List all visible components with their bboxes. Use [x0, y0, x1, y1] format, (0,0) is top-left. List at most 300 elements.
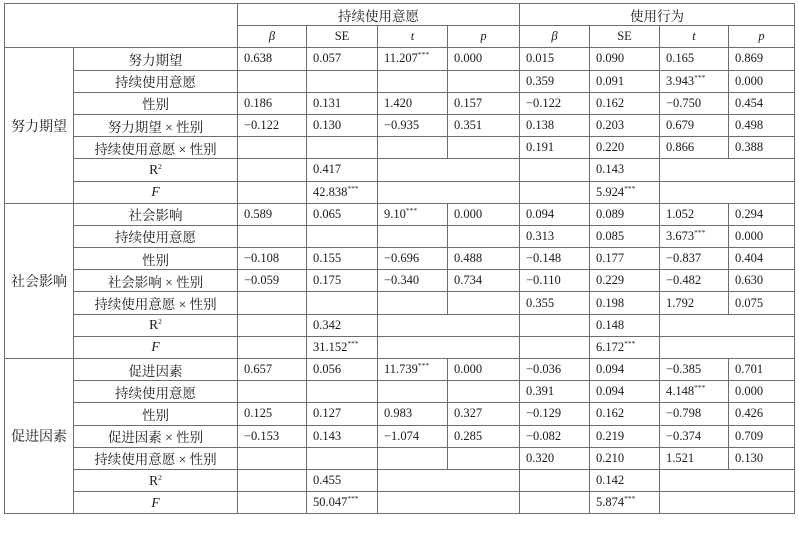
significance-stars: *** — [417, 361, 430, 371]
stat-value: 0.589 — [244, 206, 273, 221]
stat-value: 0.657 — [244, 362, 273, 377]
variable-label: 性别 — [74, 92, 238, 114]
stat-cell — [660, 381, 729, 403]
stat-value: 0.359 — [526, 73, 555, 88]
table-row — [5, 48, 795, 70]
stat-cell — [520, 48, 590, 70]
r-squared-symbol: R — [149, 161, 159, 177]
f-statistic-label: F — [74, 181, 238, 203]
stat-cell — [590, 270, 660, 292]
stat-cell — [448, 225, 520, 247]
stat-cell — [378, 70, 448, 92]
stat-cell — [590, 403, 660, 425]
variable-label: 持续使用意愿 — [74, 70, 238, 92]
stat-cell — [448, 137, 520, 159]
stat-cell — [238, 225, 307, 247]
stat-cell — [520, 447, 590, 469]
stat-value: −0.153 — [244, 428, 280, 443]
stat-value: 0.229 — [596, 273, 625, 288]
f-statistic-value — [590, 492, 660, 514]
stat-cell — [660, 425, 729, 447]
table-row — [5, 403, 795, 425]
f-value: 42.838 — [313, 184, 348, 199]
r-squared-value: 0.455 — [307, 469, 378, 491]
stat-cell — [307, 114, 378, 136]
stat-cell — [307, 359, 378, 381]
stat-value: 1.420 — [384, 95, 413, 110]
variable-label: 持续使用意愿 × 性别 — [74, 292, 238, 314]
empty-cell — [520, 492, 590, 514]
stat-value: 0.000 — [454, 51, 483, 66]
stat-cell — [307, 403, 378, 425]
stat-value: 0.355 — [526, 295, 555, 310]
stat-cell — [729, 270, 795, 292]
stat-cell — [307, 248, 378, 270]
r-squared-value: 0.148 — [590, 314, 660, 336]
table-row — [5, 92, 795, 114]
variable-label: 持续使用意愿 — [74, 381, 238, 403]
variable-label: 性别 — [74, 403, 238, 425]
stat-value: 1.792 — [666, 295, 695, 310]
col-header-se: SE — [590, 26, 660, 48]
empty-cell — [378, 314, 520, 336]
stat-cell — [660, 70, 729, 92]
stat-cell — [590, 381, 660, 403]
group-label: 促进因素 — [5, 359, 74, 514]
stat-value: 0.000 — [735, 73, 764, 88]
table-row — [5, 225, 795, 247]
col-header-beta: β — [520, 26, 590, 48]
r-squared-value: 0.143 — [590, 159, 660, 181]
r-squared-label — [74, 159, 238, 181]
empty-cell — [378, 469, 520, 491]
stat-value: −0.837 — [666, 251, 702, 266]
f-value: 6.172 — [596, 339, 625, 354]
stat-cell — [448, 114, 520, 136]
stat-value: −0.340 — [384, 273, 420, 288]
stat-value: 0.165 — [666, 51, 695, 66]
f-statistic-value — [590, 336, 660, 358]
stat-cell — [660, 359, 729, 381]
stat-value: −0.374 — [666, 428, 702, 443]
f-statistic-value — [307, 336, 378, 358]
stat-value: 0.138 — [526, 118, 555, 133]
stat-cell — [448, 92, 520, 114]
stat-value: 0.638 — [244, 51, 273, 66]
table-row — [5, 248, 795, 270]
stat-cell — [307, 270, 378, 292]
stat-cell — [378, 48, 448, 70]
stat-cell — [729, 292, 795, 314]
stat-value: 0.065 — [313, 206, 342, 221]
col-header-se: SE — [307, 26, 378, 48]
stat-cell — [590, 203, 660, 225]
empty-cell — [660, 159, 795, 181]
stat-cell — [660, 248, 729, 270]
significance-stars: *** — [347, 494, 359, 504]
stat-value: 1.521 — [666, 450, 695, 465]
stat-value: 0.175 — [313, 273, 342, 288]
stat-cell — [520, 270, 590, 292]
group-label: 努力期望 — [5, 48, 74, 203]
stat-cell — [520, 114, 590, 136]
stat-cell — [238, 381, 307, 403]
table-row — [5, 137, 795, 159]
stat-cell — [729, 70, 795, 92]
stat-value: 0.075 — [735, 295, 764, 310]
variable-label: 持续使用意愿 — [74, 225, 238, 247]
stat-cell — [660, 225, 729, 247]
empty-cell — [378, 492, 520, 514]
stat-value: 0.220 — [596, 140, 625, 155]
f-value: 31.152 — [313, 339, 348, 354]
variable-label: 持续使用意愿 × 性别 — [74, 447, 238, 469]
stat-cell — [520, 225, 590, 247]
r-squared-value: 0.142 — [590, 469, 660, 491]
stat-value: −0.108 — [244, 251, 280, 266]
stat-value: −0.129 — [526, 406, 562, 421]
empty-cell — [660, 469, 795, 491]
stat-cell — [378, 425, 448, 447]
f-statistic-row — [5, 181, 795, 203]
stat-cell — [520, 292, 590, 314]
stat-value: 0.294 — [735, 206, 764, 221]
significance-stars: *** — [405, 205, 418, 215]
significance-stars: *** — [694, 383, 706, 393]
stat-cell — [307, 137, 378, 159]
significance-stars: *** — [624, 338, 636, 348]
stat-value: −0.082 — [526, 428, 562, 443]
stat-cell — [729, 359, 795, 381]
stat-value: 0.157 — [454, 95, 483, 110]
stat-cell — [660, 447, 729, 469]
group-label: 社会影响 — [5, 203, 74, 358]
stat-cell — [520, 425, 590, 447]
stat-cell — [238, 292, 307, 314]
stat-cell — [448, 292, 520, 314]
stat-value: −0.036 — [526, 362, 562, 377]
stat-cell — [590, 48, 660, 70]
empty-cell — [520, 159, 590, 181]
stat-value: 0.488 — [454, 251, 483, 266]
significance-stars: *** — [347, 338, 359, 348]
empty-cell — [660, 181, 795, 203]
stat-cell — [590, 292, 660, 314]
stat-cell — [590, 248, 660, 270]
stat-cell — [729, 92, 795, 114]
stat-cell — [729, 137, 795, 159]
r-squared-superscript: 2 — [158, 472, 162, 482]
stat-cell — [307, 292, 378, 314]
stat-value: 0.454 — [735, 95, 764, 110]
stat-value: 0.404 — [735, 251, 764, 266]
r-squared-row — [5, 314, 795, 336]
stat-cell — [307, 48, 378, 70]
stat-value: 0.869 — [735, 51, 764, 66]
stat-value: 0.391 — [526, 384, 555, 399]
variable-label: 促进因素 × 性别 — [74, 425, 238, 447]
col-header-p: p — [729, 26, 795, 48]
empty-cell — [378, 159, 520, 181]
col-header-p: p — [448, 26, 520, 48]
variable-label: 促进因素 — [74, 359, 238, 381]
r-squared-label — [74, 469, 238, 491]
variable-label: 努力期望 — [74, 48, 238, 70]
stat-cell — [448, 48, 520, 70]
stat-value: 0.219 — [596, 428, 625, 443]
stat-cell — [238, 359, 307, 381]
stat-cell — [729, 48, 795, 70]
stat-value: 0.186 — [244, 95, 273, 110]
stat-value: −0.750 — [666, 95, 702, 110]
group-header-continuance-intention: 持续使用意愿 — [238, 4, 520, 26]
stat-value: −1.074 — [384, 428, 420, 443]
stat-value: 0.327 — [454, 406, 483, 421]
stat-value: 0.130 — [735, 450, 764, 465]
empty-cell — [660, 492, 795, 514]
empty-cell — [520, 181, 590, 203]
stat-value: 0.426 — [735, 406, 764, 421]
stat-value: 0.198 — [596, 295, 625, 310]
empty-cell — [238, 336, 307, 358]
empty-cell — [238, 159, 307, 181]
stat-value: 0.015 — [526, 51, 555, 66]
stat-value: 0.162 — [596, 95, 625, 110]
stat-value: −0.385 — [666, 362, 702, 377]
stat-value: 0.734 — [454, 273, 483, 288]
stat-cell — [378, 92, 448, 114]
stat-value: 0.701 — [735, 362, 764, 377]
stat-value: 11.207 — [384, 51, 418, 66]
stat-cell — [378, 137, 448, 159]
empty-cell — [238, 181, 307, 203]
empty-cell — [520, 469, 590, 491]
stat-value: 0.131 — [313, 95, 342, 110]
stat-cell — [660, 48, 729, 70]
stat-value: 0.089 — [596, 206, 625, 221]
stat-cell — [378, 114, 448, 136]
r-squared-label — [74, 314, 238, 336]
table-row — [5, 381, 795, 403]
stat-cell — [378, 381, 448, 403]
stat-cell — [238, 203, 307, 225]
significance-stars: *** — [624, 183, 636, 193]
stat-value: 0.057 — [313, 51, 342, 66]
stat-cell — [448, 203, 520, 225]
stat-cell — [238, 447, 307, 469]
stat-value: 0.056 — [313, 362, 342, 377]
stat-cell — [520, 70, 590, 92]
table-row — [5, 292, 795, 314]
stat-cell — [238, 114, 307, 136]
stat-cell — [238, 248, 307, 270]
stat-cell — [378, 403, 448, 425]
stat-cell — [590, 92, 660, 114]
col-header-t: t — [378, 26, 448, 48]
stat-cell — [660, 270, 729, 292]
stat-cell — [729, 447, 795, 469]
table-row — [5, 270, 795, 292]
stat-cell — [448, 425, 520, 447]
stat-value: 3.673 — [666, 228, 695, 243]
stat-cell — [307, 381, 378, 403]
stat-value: 0.127 — [313, 406, 342, 421]
stat-cell — [378, 203, 448, 225]
stat-cell — [378, 270, 448, 292]
stat-cell — [660, 292, 729, 314]
stat-cell — [590, 137, 660, 159]
stat-cell — [448, 248, 520, 270]
stat-cell — [590, 70, 660, 92]
stat-cell — [307, 447, 378, 469]
stat-cell — [238, 48, 307, 70]
variable-label: 持续使用意愿 × 性别 — [74, 137, 238, 159]
stat-value: 9.10 — [384, 206, 406, 221]
empty-cell — [238, 314, 307, 336]
stat-value: 0.351 — [454, 118, 483, 133]
f-statistic-value — [590, 181, 660, 203]
table-row — [5, 447, 795, 469]
stat-cell — [448, 447, 520, 469]
table-row — [5, 425, 795, 447]
empty-cell — [378, 181, 520, 203]
stat-cell — [307, 70, 378, 92]
stat-value: 0.094 — [596, 384, 625, 399]
stat-value: 0.177 — [596, 251, 625, 266]
stat-cell — [729, 381, 795, 403]
stat-value: 0.983 — [384, 406, 413, 421]
r-squared-value: 0.342 — [307, 314, 378, 336]
stat-value: −0.482 — [666, 273, 702, 288]
significance-stars: *** — [694, 227, 706, 237]
significance-stars: *** — [624, 494, 636, 504]
stat-value: 0.162 — [596, 406, 625, 421]
variable-label: 努力期望 × 性别 — [74, 114, 238, 136]
r-squared-superscript: 2 — [158, 317, 162, 327]
stat-cell — [729, 248, 795, 270]
stat-value: −0.110 — [526, 273, 561, 288]
stat-cell — [590, 359, 660, 381]
r-squared-symbol: R — [149, 317, 159, 333]
stat-cell — [590, 114, 660, 136]
stat-value: 0.191 — [526, 140, 555, 155]
empty-cell — [520, 314, 590, 336]
f-statistic-value — [307, 492, 378, 514]
stat-cell — [729, 403, 795, 425]
f-statistic-value — [307, 181, 378, 203]
stat-cell — [520, 359, 590, 381]
stat-value: −0.798 — [666, 406, 702, 421]
stat-cell — [520, 381, 590, 403]
stat-value: 0.388 — [735, 140, 764, 155]
stat-value: 0.000 — [454, 362, 483, 377]
r-squared-symbol: R — [149, 472, 159, 488]
empty-cell — [660, 314, 795, 336]
f-statistic-label: F — [74, 492, 238, 514]
r-squared-superscript: 2 — [158, 161, 162, 171]
stat-value: 0.000 — [735, 384, 764, 399]
significance-stars: *** — [347, 183, 359, 193]
stat-value: 1.052 — [666, 206, 695, 221]
stat-cell — [307, 225, 378, 247]
stat-value: 0.313 — [526, 228, 555, 243]
stat-cell — [448, 359, 520, 381]
stat-value: −0.935 — [384, 118, 420, 133]
stat-cell — [520, 403, 590, 425]
stat-cell — [307, 203, 378, 225]
stat-value: 0.094 — [526, 206, 555, 221]
stat-value: 0.000 — [735, 228, 764, 243]
stat-value: −0.059 — [244, 273, 280, 288]
stat-value: 0.085 — [596, 228, 625, 243]
stat-value: 0.090 — [596, 51, 625, 66]
variable-label: 社会影响 — [74, 203, 238, 225]
stat-cell — [660, 203, 729, 225]
stat-value: 0.679 — [666, 118, 695, 133]
stat-value: 0.210 — [596, 450, 625, 465]
stat-cell — [660, 114, 729, 136]
stat-value: 11.739 — [384, 362, 418, 377]
r-squared-value: 0.417 — [307, 159, 378, 181]
stat-value: 0.866 — [666, 140, 695, 155]
stat-cell — [660, 92, 729, 114]
stat-cell — [520, 137, 590, 159]
stat-cell — [590, 447, 660, 469]
stat-value: 3.943 — [666, 73, 695, 88]
stat-value: 0.155 — [313, 251, 342, 266]
stat-value: 0.094 — [596, 362, 625, 377]
stat-cell — [238, 403, 307, 425]
stat-value: 0.130 — [313, 118, 342, 133]
stat-value: 0.203 — [596, 118, 625, 133]
stat-cell — [520, 92, 590, 114]
table-row — [5, 203, 795, 225]
stat-value: 0.630 — [735, 273, 764, 288]
empty-cell — [520, 336, 590, 358]
table-row — [5, 70, 795, 92]
stat-cell — [238, 92, 307, 114]
stat-cell — [590, 425, 660, 447]
stat-cell — [378, 225, 448, 247]
header-blank — [5, 4, 238, 48]
moderation-results-table — [4, 3, 795, 514]
stat-cell — [729, 114, 795, 136]
variable-label: 社会影响 × 性别 — [74, 270, 238, 292]
stat-cell — [590, 225, 660, 247]
f-statistic-row — [5, 336, 795, 358]
col-header-beta: β — [238, 26, 307, 48]
f-value: 5.924 — [596, 184, 625, 199]
f-statistic-row — [5, 492, 795, 514]
stat-cell — [378, 248, 448, 270]
stat-value: 0.125 — [244, 406, 273, 421]
empty-cell — [238, 469, 307, 491]
stat-cell — [520, 203, 590, 225]
header-group-row — [5, 4, 795, 26]
significance-stars: *** — [694, 72, 706, 82]
stat-cell — [660, 137, 729, 159]
variable-label: 性别 — [74, 248, 238, 270]
stat-value: 0.498 — [735, 118, 764, 133]
f-value: 5.874 — [596, 495, 625, 510]
stat-value: −0.696 — [384, 251, 420, 266]
f-value: 50.047 — [313, 495, 348, 510]
stat-value: −0.122 — [526, 95, 562, 110]
stat-cell — [238, 137, 307, 159]
stat-cell — [448, 381, 520, 403]
stat-cell — [729, 203, 795, 225]
f-statistic-label: F — [74, 336, 238, 358]
